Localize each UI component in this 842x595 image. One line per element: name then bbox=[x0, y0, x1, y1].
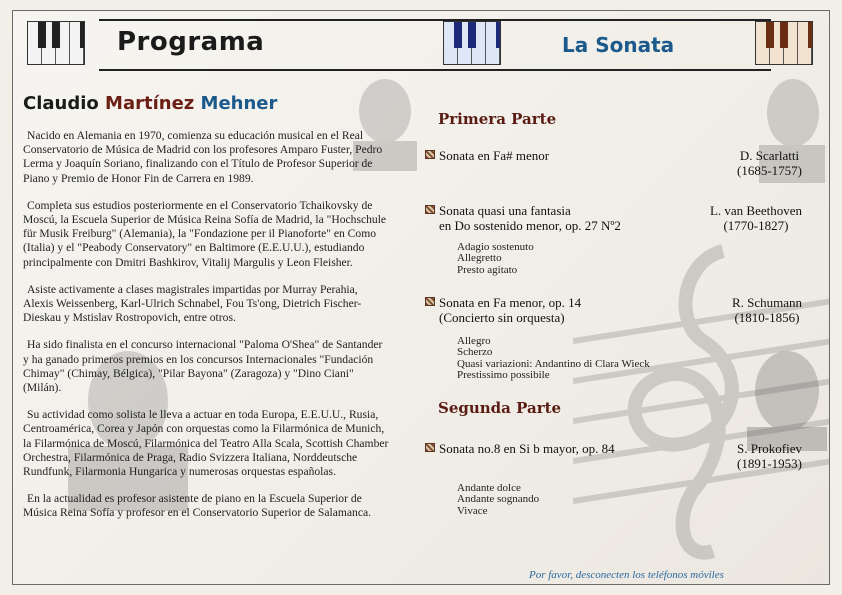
phone-notice: Por favor, desconecten los teléfonos móviles bbox=[529, 569, 724, 581]
program-work bbox=[425, 203, 820, 233]
artist-name bbox=[23, 93, 277, 114]
work-title: Sonata en Fa menor, op. 14 bbox=[425, 295, 820, 310]
bio-paragraph: Ha sido finalista en el concurso internacional "Paloma O'Shea" de Santander y ha ganado primeros premios en los concursos Internacionales "Fundación Chimay" (Chimay, Bélgica), "Pilar Bayona" (Zaragoza) y "Dino Ciani" (Milán). bbox=[23, 338, 383, 395]
program-work bbox=[425, 148, 820, 178]
piano-keys-gray-icon bbox=[27, 21, 85, 65]
artist-biography bbox=[23, 129, 389, 534]
composer-years: (1810-1856) bbox=[734, 310, 800, 325]
treble-clef-watermark bbox=[573, 191, 830, 581]
movement: Adagio sostenuto bbox=[457, 241, 534, 253]
work-composer bbox=[737, 148, 802, 178]
work-subtitle: (Concierto sin orquesta) bbox=[439, 310, 565, 325]
section-title-segunda-parte: Segunda Parte bbox=[438, 399, 562, 417]
work-title: Sonata no.8 en Si b mayor, op. 84 bbox=[425, 441, 820, 456]
movement: Presto agitato bbox=[457, 263, 518, 276]
piano-key-bullet-icon bbox=[425, 443, 435, 452]
artist-first-name: Claudio bbox=[23, 93, 99, 114]
piano-key-bullet-icon bbox=[425, 150, 435, 159]
movement: Andante dolce bbox=[457, 482, 521, 494]
movement: Scherzo bbox=[457, 346, 493, 359]
bio-paragraph: Asiste activamente a clases magistrales impartidas por Murray Perahia, Alexis Weissenberg, Karl-Ulrich Schnabel, Fou Ts'ong, Dietrich Fischer-Dieskau y Mstislav Rostropovich, entre otros. bbox=[23, 282, 362, 325]
movement-list bbox=[457, 336, 650, 382]
header-rule-bottom bbox=[99, 69, 771, 71]
work-composer bbox=[710, 203, 802, 233]
piano-keys-blue-icon bbox=[443, 21, 501, 65]
header-rule-top bbox=[99, 19, 771, 21]
piano-keys-brown-icon bbox=[755, 21, 813, 65]
piano-key-bullet-icon bbox=[425, 205, 435, 214]
program-page bbox=[12, 10, 830, 585]
portrait-beethoven-watermark bbox=[739, 341, 829, 451]
movement: Allegro bbox=[457, 335, 491, 347]
work-title: Sonata quasi una fantasia bbox=[425, 203, 820, 218]
composer-name: S. Prokofiev bbox=[737, 441, 802, 456]
bio-paragraph: Nacido en Alemania en 1970, comienza su educación musical en el Real Conservatorio de Música de Madrid con los profesores Amparo Fuster, Pedro Lerma y Joaquín Soriano, finalizando con el Título de Profesor Superior de Piano y Premio de Honor Fin de Carrera en 1989. bbox=[23, 129, 383, 185]
artist-last-name: Mehner bbox=[200, 93, 278, 114]
movement-list bbox=[457, 242, 534, 276]
composer-name: R. Schumann bbox=[731, 295, 802, 310]
movement: Andante sognando bbox=[457, 493, 540, 506]
page-title-programa: Programa bbox=[117, 27, 265, 57]
composer-name: L. van Beethoven bbox=[709, 203, 802, 218]
bio-paragraph: Completa sus estudios posteriormente en el Conservatorio Tchaikovsky de Moscú, la Escuela Superior de Música Reina Sofía de Madrid, la "Hochschule für Musik Freiburg" (Alemania), la "Fondazione per il Pianoforte" en Como (Italia) y el "Peabody Conservatory" en Baltimore (E.E.U.U.), estudiando principalmente con Dmitri Bashkirov, Vitalij Margulis y Leon Fleisher. bbox=[23, 198, 387, 269]
piano-key-bullet-icon bbox=[425, 297, 435, 306]
work-title: Sonata en Fa# menor bbox=[425, 148, 820, 163]
section-title-primera-parte: Primera Parte bbox=[438, 110, 557, 128]
movement: Allegretto bbox=[457, 252, 502, 265]
composer-years: (1770-1827) bbox=[723, 218, 789, 233]
movement: Quasi variazioni: Andantino di Clara Wieck bbox=[457, 357, 650, 370]
bio-paragraph: En la actualidad es profesor asistente de piano en la Escuela Superior de Música Reina Sofía y profesor en el Conservatorio Superior de Salamanca. bbox=[23, 492, 372, 520]
movement-list bbox=[457, 483, 539, 517]
program-work bbox=[425, 295, 820, 325]
page-title-la-sonata: La Sonata bbox=[562, 33, 675, 57]
movement: Prestissimo possibile bbox=[457, 369, 550, 382]
composer-name: D. Scarlatti bbox=[739, 148, 800, 163]
work-composer bbox=[737, 441, 802, 471]
work-subtitle: en Do sostenido menor, op. 27 Nº2 bbox=[439, 218, 621, 233]
movement: Vivace bbox=[457, 504, 488, 517]
work-composer bbox=[732, 295, 802, 325]
artist-middle-name: Martínez bbox=[105, 93, 195, 114]
composer-years: (1891-1953) bbox=[737, 456, 802, 471]
bio-paragraph: Su actividad como solista le lleva a actuar en toda Europa, E.E.U.U., Rusia, Centroamérica, Corea y Japón con orquestas como la Filarmónica de Munich, la Filarmónica de Moscú, Filarmónica del Teatro Alla Scala, Scottish Chamber Orchestra, Filarmónica de Praga, Radio Svizzera Italiana, Norddeutsche Rundfunk, Filarmonia Hungarica y numerosas orquestas españolas. bbox=[23, 408, 389, 479]
program-work bbox=[425, 441, 820, 471]
composer-years: (1685-1757) bbox=[737, 163, 802, 178]
